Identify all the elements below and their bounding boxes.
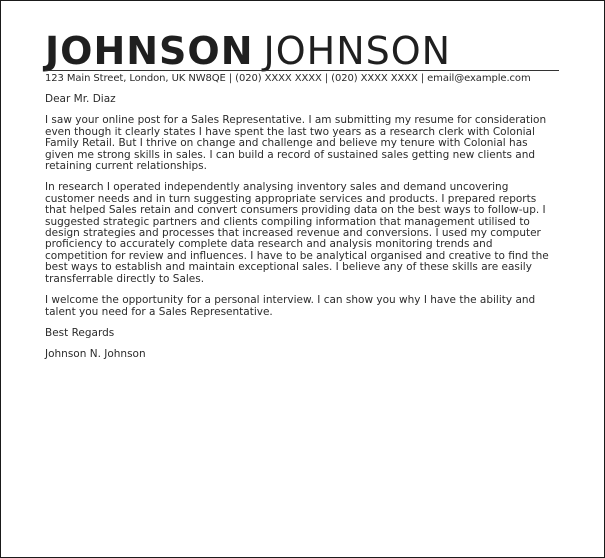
applicant-name bbox=[45, 29, 451, 73]
text-line: retaining current relationships. bbox=[45, 160, 207, 173]
text-line: talent you need for a Sales Representative. bbox=[45, 305, 273, 318]
paragraph-1 bbox=[45, 115, 565, 172]
paragraph-3 bbox=[45, 295, 565, 318]
text-line: competition for review and influences. I have to be analytical organised and creative to find the bbox=[45, 249, 549, 262]
text-line: I welcome the opportunity for a personal interview. I can show you why I have the ability and bbox=[45, 294, 536, 307]
signature: Johnson N. Johnson bbox=[45, 348, 146, 361]
text-line: even though it clearly states I have spent the last two years as a research clerk with Colonial bbox=[45, 125, 535, 138]
text-line: customer needs and in turn suggesting appropriate services and products. I prepared reports bbox=[45, 192, 537, 205]
text-line: I saw your online post for a Sales Representative. I am submitting my resume for consideration bbox=[45, 114, 547, 127]
text-line: best ways to establish and maintain exceptional sales. I believe any of these skills are easily bbox=[45, 261, 532, 274]
text-line: proficiency to accurately complete data research and analysis monitoring trends and bbox=[45, 238, 493, 251]
letter-body bbox=[45, 94, 565, 361]
text-line: suggested strategic partners and clients compiling information that management utilised to bbox=[45, 215, 530, 228]
contact-line: 123 Main Street, London, UK NW8QE | (020) XXXX XXXX | (020) XXXX XXXX | email@example.com bbox=[45, 73, 531, 84]
text-line: design strategies and processes that increased revenue and conversions. I used my computer bbox=[45, 227, 541, 240]
header-divider bbox=[45, 70, 559, 71]
closing: Best Regards bbox=[45, 326, 115, 339]
salutation: Dear Mr. Diaz bbox=[45, 93, 116, 105]
text-line: transferrable directly to Sales. bbox=[45, 272, 205, 285]
text-line: that helped Sales retain and convert consumers providing data on the best ways to follow-up. I bbox=[45, 204, 546, 217]
last-name: JOHNSON bbox=[263, 29, 452, 73]
first-name: JOHNSON bbox=[45, 29, 254, 73]
text-line: In research I operated independently analysing inventory sales and demand uncovering bbox=[45, 181, 509, 194]
paragraph-2 bbox=[45, 182, 565, 285]
text-line: Family Retail. But I thrive on change and challenge and believe my tenure with Colonial has bbox=[45, 137, 528, 150]
text-line: given me strong skills in sales. I can build a record of sustained sales getting new clients and bbox=[45, 148, 536, 161]
